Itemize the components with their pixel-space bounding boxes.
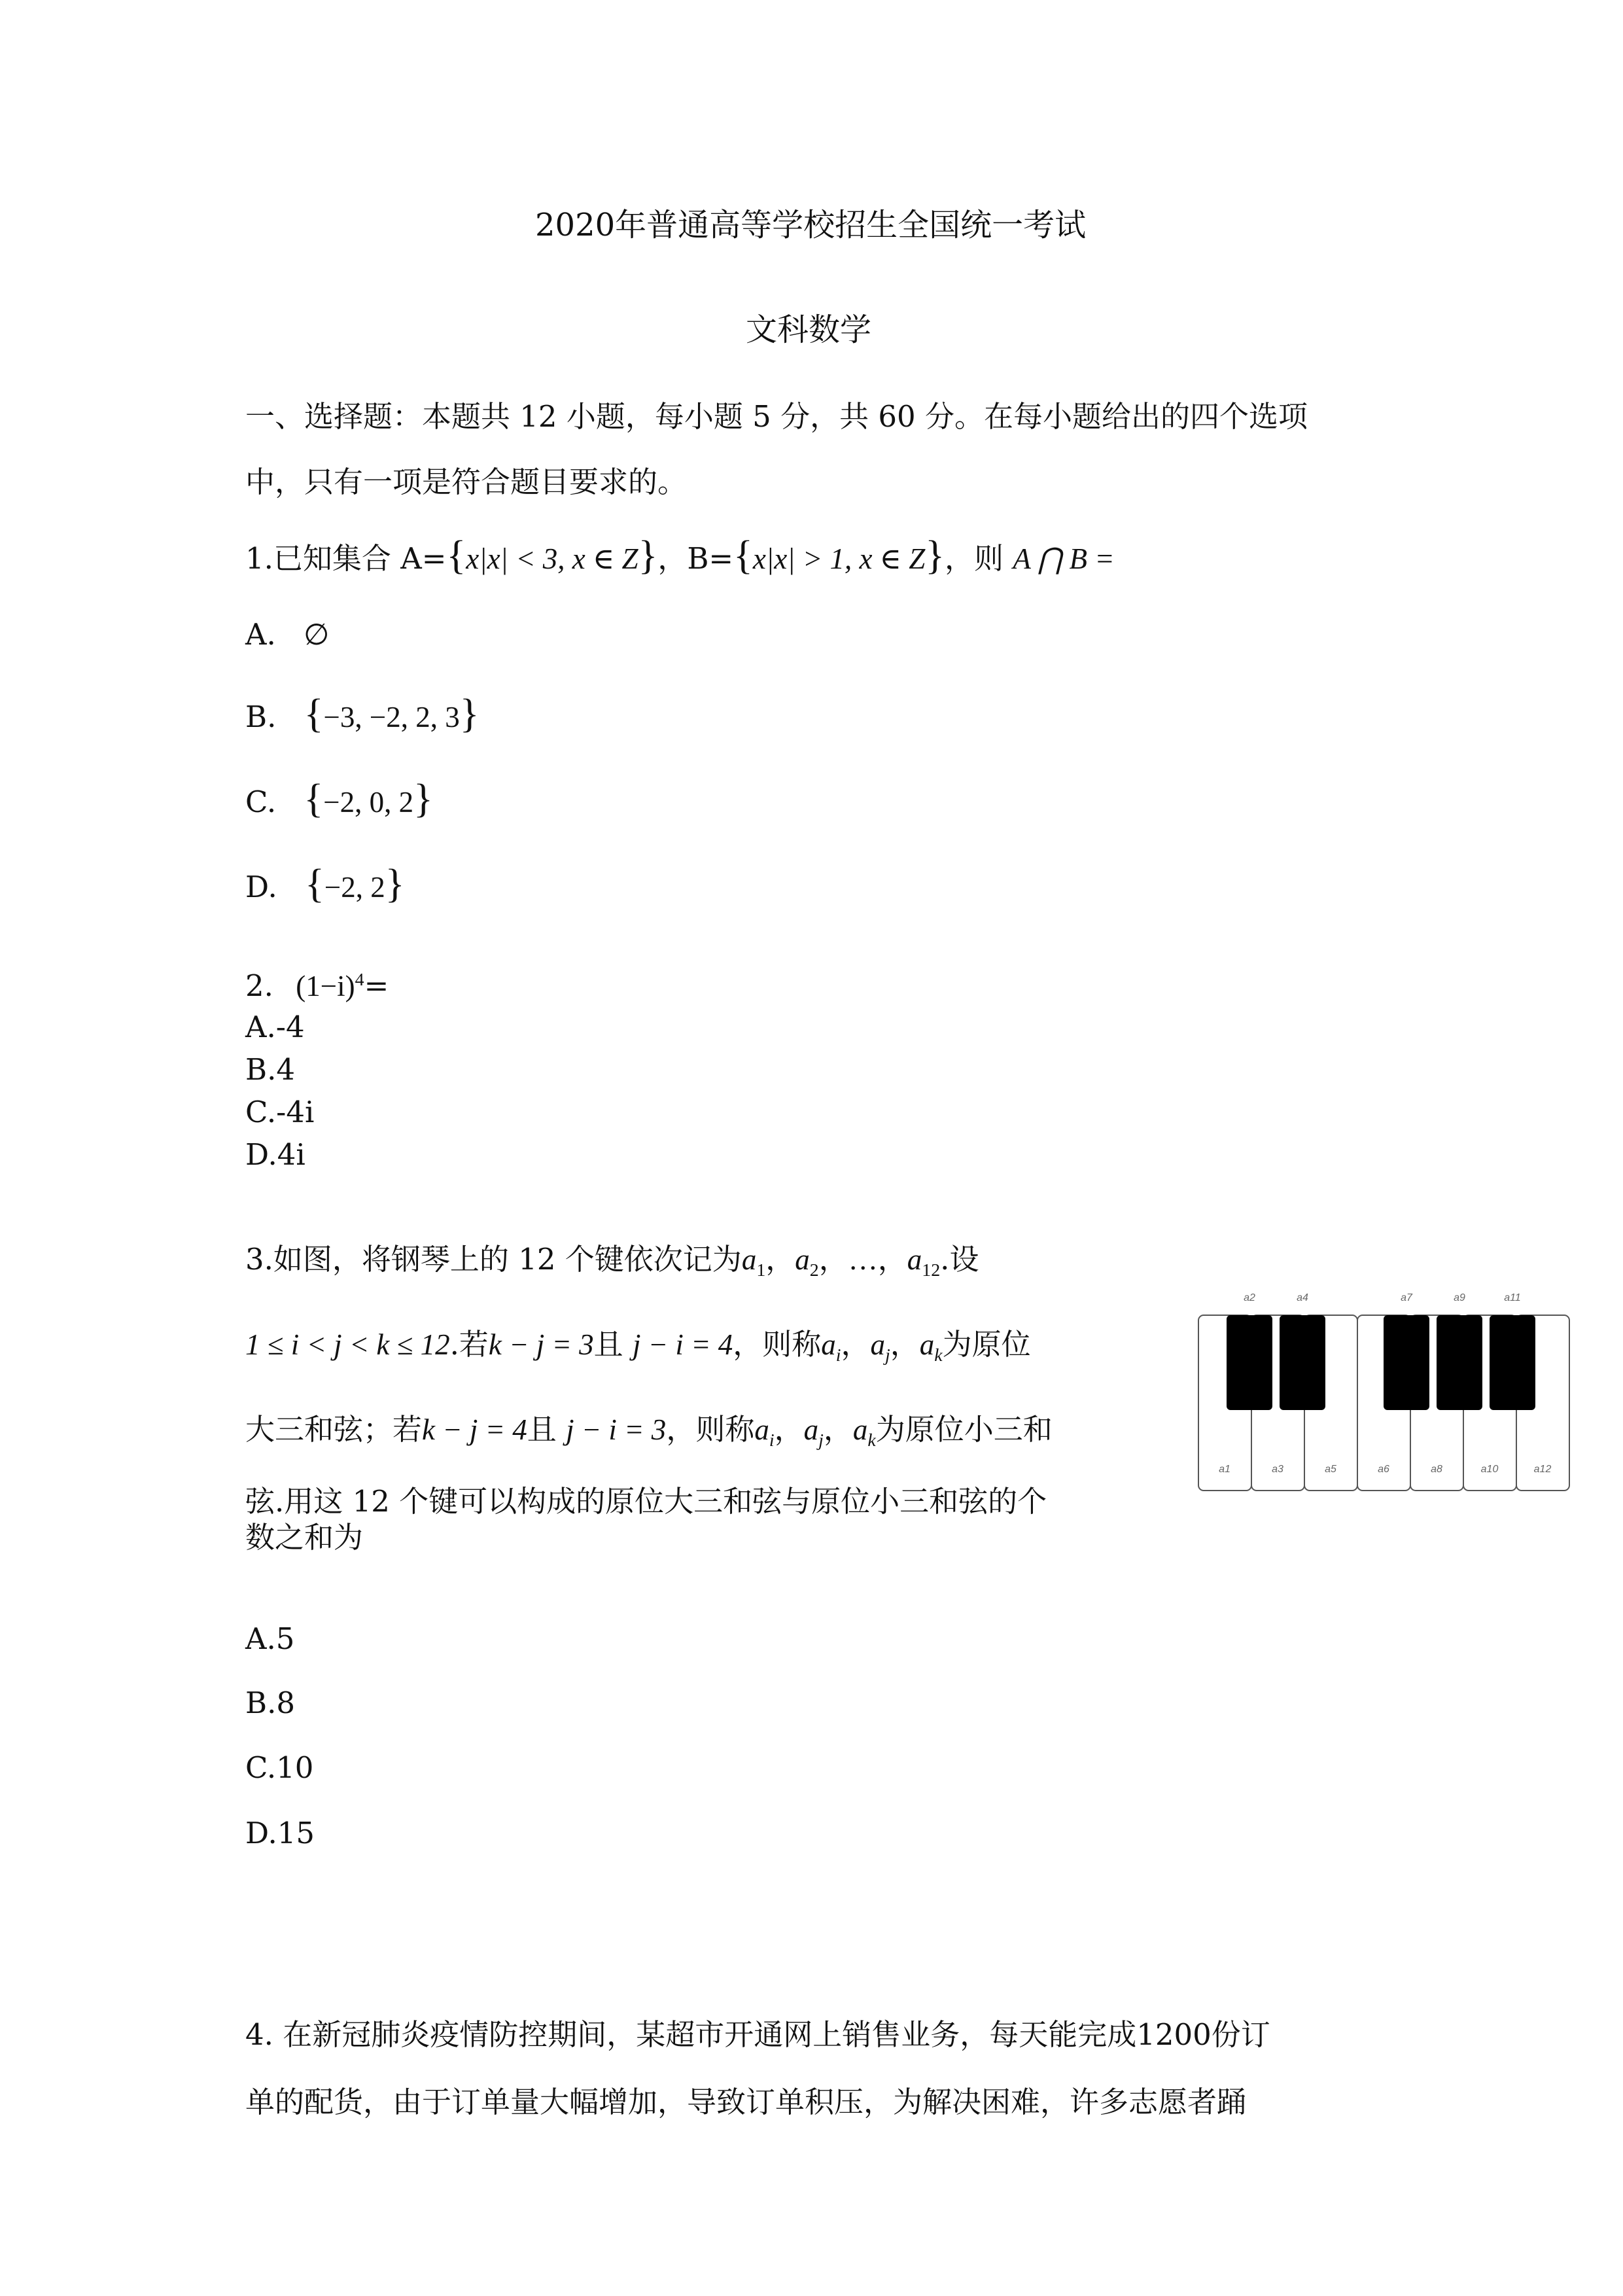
q3-text: 且 [527, 1412, 557, 1447]
key-a: a [852, 1413, 868, 1446]
option-label: A. [245, 617, 276, 652]
subscript: k [867, 1430, 876, 1451]
q1-set-b: x|x| > 1, x ∈ Z [752, 542, 926, 575]
option-value: −3, −2, 2, 3 [323, 701, 460, 733]
q1-set-a: x|x| < 3, x ∈ Z [466, 542, 638, 575]
black-key-label: a11 [1504, 1292, 1521, 1303]
white-key-label: a12 [1533, 1464, 1552, 1475]
question-2-stem [245, 970, 389, 1003]
key-a: a [919, 1328, 935, 1361]
q2-number: 2. [245, 968, 273, 1003]
left-brace: { [304, 692, 324, 736]
subscript: k [934, 1345, 943, 1366]
q3-option-d: D.15 [245, 1816, 315, 1850]
q1-suffix: ，则 [945, 541, 1004, 576]
black-key-label: a4 [1297, 1292, 1308, 1303]
white-key-label: a3 [1272, 1464, 1283, 1475]
q2-option-c: C.-4i [245, 1095, 315, 1129]
ellipsis: … [848, 1243, 878, 1276]
q1-mid: ，B= [657, 541, 734, 576]
left-brace: { [446, 533, 466, 578]
key-a: a [741, 1243, 757, 1276]
q3-option-b: B.8 [245, 1686, 296, 1720]
q2-option-d: D.4i [245, 1137, 305, 1172]
black-key [1227, 1315, 1272, 1410]
black-key [1437, 1315, 1482, 1410]
left-brace: { [304, 777, 324, 821]
q3-text: ，则称 [666, 1412, 755, 1447]
q3-cond-4: j − i = 3 [566, 1413, 667, 1446]
white-key-label: a5 [1325, 1464, 1336, 1475]
left-brace: { [733, 533, 753, 578]
q1-option-b [245, 694, 479, 734]
q2-equals: = [364, 968, 389, 1003]
q1-option-d [245, 864, 405, 904]
option-value: −2, 0, 2 [323, 786, 414, 819]
q3-option-a: A.5 [245, 1621, 295, 1656]
subscript: 1 [756, 1260, 766, 1280]
option-label: D. [245, 870, 277, 904]
q3-text: .若 [449, 1327, 489, 1362]
white-key-label: a10 [1480, 1464, 1499, 1475]
question-4-line2: 单的配货，由于订单量大幅增加，导致订单积压，为解决困难，许多志愿者踊 [245, 2085, 1247, 2119]
key-a: a [754, 1413, 769, 1446]
question-3-line2 [245, 1328, 1031, 1366]
white-key-label: a1 [1219, 1464, 1230, 1475]
right-brace: } [925, 533, 945, 578]
white-key-label: a8 [1431, 1464, 1442, 1475]
q3-index-inequality: 1 ≤ i < j < k ≤ 12 [245, 1328, 450, 1361]
comma: ， [774, 1412, 804, 1447]
right-brace: } [413, 777, 433, 821]
question-3-line4: 弦.用这 12 个键可以构成的原位大三和弦与原位小三和弦的个 [245, 1484, 1047, 1519]
black-key [1280, 1315, 1325, 1410]
key-a: a [795, 1243, 810, 1276]
q3-line1-end: .设 [940, 1242, 979, 1277]
q2-option-a: A.-4 [245, 1010, 305, 1044]
key-a: a [907, 1243, 922, 1276]
section-instruction-line2: 中，只有一项是符合题目要求的。 [245, 465, 688, 499]
key-a: a [803, 1413, 819, 1446]
black-key-label: a2 [1244, 1292, 1255, 1303]
black-key-label: a9 [1454, 1292, 1465, 1303]
key-a: a [870, 1328, 885, 1361]
comma: ， [823, 1412, 853, 1447]
page-subtitle: 文科数学 [746, 311, 872, 348]
key-a: a [821, 1328, 836, 1361]
right-brace: } [459, 692, 480, 736]
subscript: j [818, 1430, 824, 1451]
q3-text: ，则称 [733, 1327, 822, 1362]
q1-option-a [245, 618, 329, 652]
option-label: C. [245, 785, 277, 819]
q3-text: 大三和弦；若 [245, 1412, 423, 1447]
right-brace: } [385, 862, 405, 906]
q3-option-c: C.10 [245, 1750, 314, 1785]
comma: ， [890, 1327, 920, 1362]
subscript: j [885, 1345, 890, 1366]
comma: ， [765, 1242, 795, 1277]
comma: ， [841, 1327, 871, 1362]
left-brace: { [305, 862, 324, 906]
q1-prefix: 1.已知集合 A= [245, 541, 447, 576]
q2-option-b: B.4 [245, 1052, 296, 1087]
subscript: i [769, 1430, 775, 1451]
subscript: 2 [809, 1260, 819, 1280]
right-brace: } [638, 533, 658, 578]
black-key [1384, 1315, 1429, 1410]
q3-cond-3: k − j = 4 [422, 1413, 527, 1446]
question-3-line3 [245, 1413, 1053, 1451]
q2-base: (1−i) [296, 970, 355, 1002]
q3-cond-1: k − j = 3 [488, 1328, 594, 1361]
q3-cond-2: j − i = 4 [632, 1328, 733, 1361]
black-key [1490, 1315, 1535, 1410]
question-1-stem [245, 535, 1115, 576]
question-4-line1: 4. 在新冠肺炎疫情防控期间，某超市开通网上销售业务，每天能完成1200份订 [245, 2017, 1270, 2052]
piano-keyboard-figure [1197, 1282, 1577, 1498]
question-3-line5: 数之和为 [245, 1520, 364, 1555]
q2-exponent: 4 [355, 970, 364, 990]
empty-set-symbol: ∅ [304, 618, 330, 651]
comma: ， [818, 1242, 848, 1277]
subscript: i [835, 1345, 841, 1366]
option-value: −2, 2 [324, 871, 385, 904]
comma: ， [877, 1242, 907, 1277]
q3-line1-text: 3.如图，将钢琴上的 12 个键依次记为 [245, 1242, 742, 1277]
black-key-label: a7 [1401, 1292, 1412, 1303]
page-title: 2020年普通高等学校招生全国统一考试 [535, 207, 1087, 243]
question-3-line1 [245, 1243, 979, 1281]
section-instruction-line1: 一、选择题：本题共 12 小题，每小题 5 分，共 60 分。在每小题给出的四个选项 [245, 399, 1308, 434]
q3-text: 为原位小三和 [875, 1412, 1053, 1447]
white-key-label: a6 [1378, 1464, 1389, 1475]
q1-expression: A ⋂ B = [1013, 542, 1115, 575]
subscript: 12 [922, 1260, 941, 1280]
q1-option-c [245, 779, 433, 819]
q3-text: 且 [593, 1327, 623, 1362]
q3-text: 为原位 [942, 1327, 1031, 1362]
option-label: B. [245, 699, 277, 734]
